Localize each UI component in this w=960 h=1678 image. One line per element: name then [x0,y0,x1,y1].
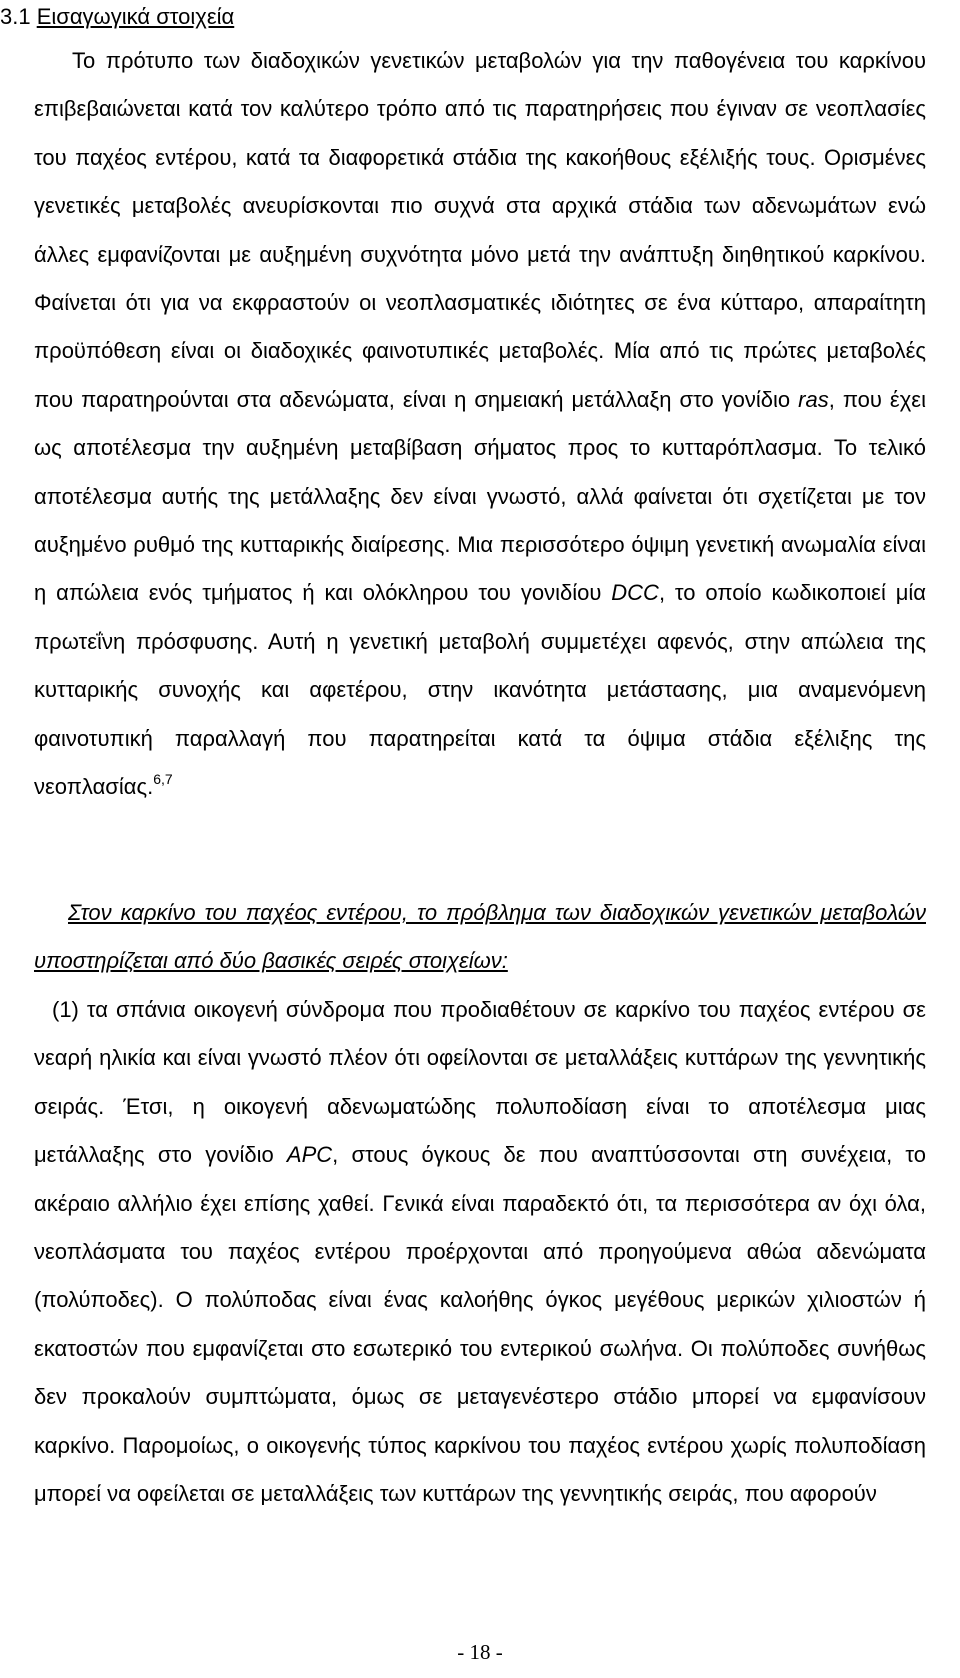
paragraph-text: , που έχει ως αποτέλεσμα την αυξημένη μεταβίβαση σήματος προς το κυτταρόπλασμα. Το τελικό αποτέλεσμα αυτής της μετάλλαξης δεν είναι γνωστό, αλλά φαίνεται ότι σχετίζεται με τον αυξημένο ρυθμό της κυτταρικής διαίρεσης. Μια περισσότερο όψιμη γενετική ανωμαλία είναι η απώλεια ενός τμήματος ή και ολόκληρου του γονιδίου [34,386,926,606]
gene-name-ras: ras [798,386,829,412]
paragraph-text: , στους όγκους δε που αναπτύσσονται στη συνέχεια, το ακέραιο αλλήλιο έχει επίσης χαθεί. Γενικά είναι παραδεκτό ότι, τα περισσότερα αν όχι όλα, νεοπλάσματα του παχέος εντέρου προέρχονται από προηγούμενα αθώα αδενώματα (πολύποδες). Ο πολύποδας είναι ένας καλοήθης όγκος μεγέθους μερικών χιλιοστών ή εκατοστών που εμφανίζεται στο εσωτερικό του εντερικού σωλήνα. Οι πολύποδες συνήθως δεν προκαλούν συμπτώματα, όμως σε μεταγενέστερο στάδιο μπορεί να εμφανίσουν καρκίνο. Παρομοίως, ο οικογενής τύπος καρκίνου του παχέος εντέρου χωρίς πολυποδίαση μπορεί να οφείλεται σε μεταλλάξεις των κυττάρων της γεννητικής σειράς, που αφορούν [34,1142,926,1507]
paragraph-evidence-intro [34,889,926,986]
paragraph-text: Το πρότυπο των διαδοχικών γενετικών μεταβολών για την παθογένεια του καρκίνου επιβεβαιώνεται κατά τον καλύτερο τρόπο από τις παρατηρήσεις που έγιναν σε νεοπλασίες του παχέος εντέρου, κατά τα διαφορετικά στάδια της κακοήθους εξέλιξής τους. Ορισμένες γενετικές μεταβολές ανευρίσκονται πιο συχνά στα αρχικά στάδια των αδενωμάτων ενώ άλλες εμφανίζονται με αυξημένη συχνότητα μόνο μετά την ανάπτυξη διηθητικού καρκίνου. Φαίνεται ότι για να εκφραστούν οι νεοπλασματικές ιδιότητες σε ένα κύτταρο, απαραίτητη προϋπόθεση είναι οι διαδοχικές φαινοτυπικές μεταβολές. Μία από τις πρώτες μεταβολές που παρατηρούνται στα αδενώματα, είναι η σημειακή μετάλλαξη στο γονίδιο [34,48,926,412]
paragraph-evidence-1 [34,986,926,1518]
section-title: Εισαγωγικά στοιχεία [36,4,235,29]
page-number: - 18 - [457,1640,503,1664]
gene-name-apc: APC [286,1142,333,1168]
italic-underlined-text: Στον καρκίνο του παχέος εντέρου, το πρόβλημα των διαδοχικών γενετικών μεταβολών υποστηρίζεται από δύο βασικές σειρές στοιχείων: [34,900,926,974]
reference-superscript: 6,7 [153,771,173,788]
paragraph-intro [34,37,926,812]
paragraph-text: (1) τα σπάνια οικογενή σύνδρομα που προδιαθέτουν σε καρκίνο του παχέος εντέρου σε νεαρή ηλικία και είναι γνωστό πλέον ότι οφείλονται σε μεταλλάξεις κυττάρων της γεννητικής σειράς. Έτσι, η οικογενή αδενωματώδης πολυποδίαση είναι το αποτέλεσμα μιας μετάλλαξης στο γονίδιο [34,997,926,1168]
section-number: 3.1 [0,4,37,29]
paragraph-text: , το οποίο κωδικοποιεί μία πρωτεΐνη πρόσφυσης. Αυτή η γενετική μεταβολή συμμετέχει αφενός, στην απώλεια της κυτταρικής συνοχής και αφετέρου, στην ικανότητα μετάστασης, μια αναμενόμενη φαινοτυπική παραλλαγή που παρατηρείται κατά τα όψιμα στάδια εξέλιξης της νεοπλασίας. [34,580,926,800]
gene-name-dcc: DCC [611,580,659,606]
section-heading [0,4,234,30]
